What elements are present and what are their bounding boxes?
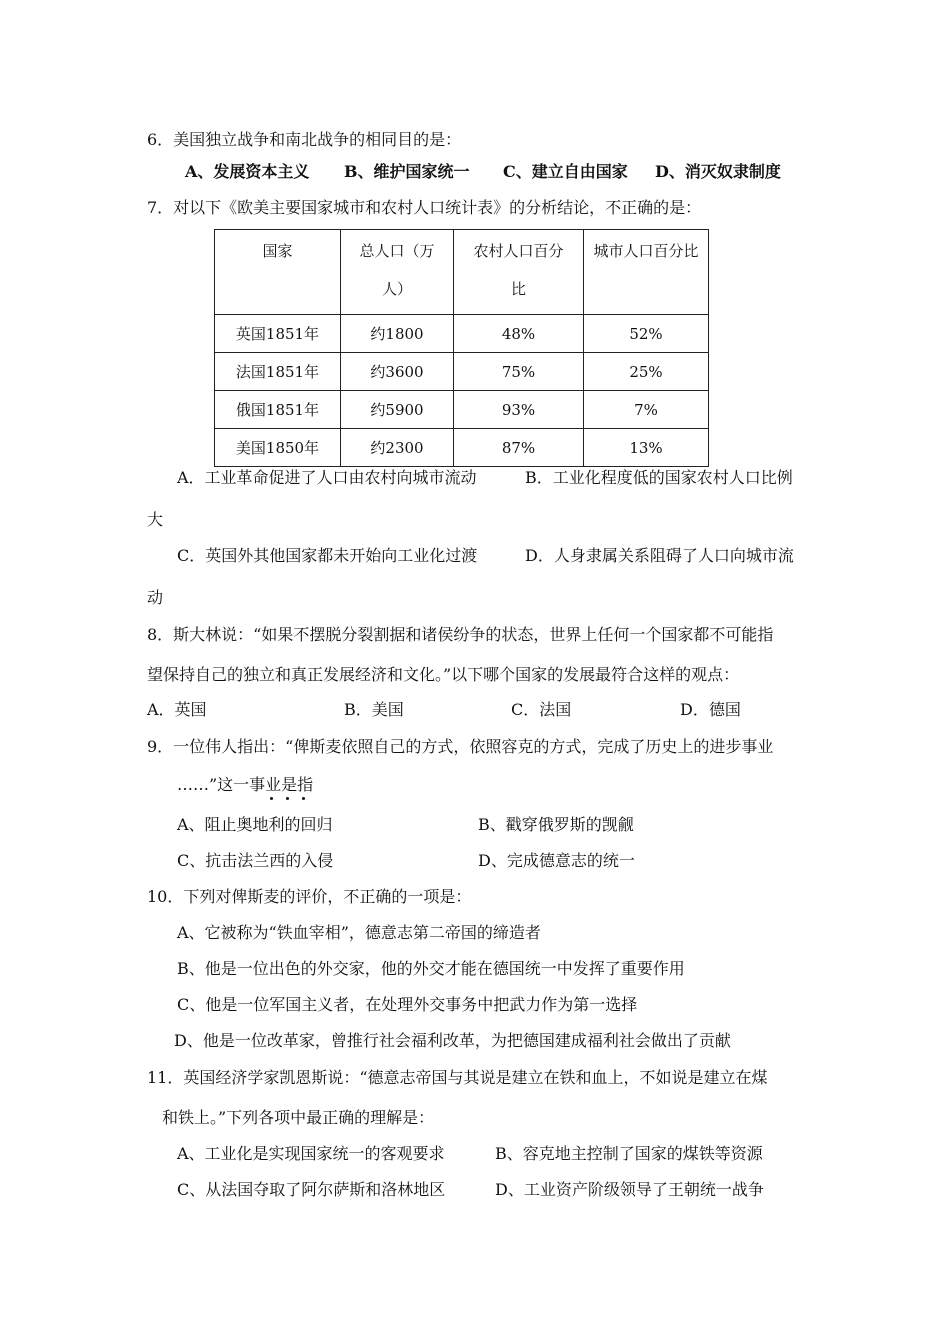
q8-option-d: D．德国 [680,700,741,719]
q11-option-c: C、从法国夺取了阿尔萨斯和洛林地区 [177,1180,446,1199]
table-cell: 约2300 [341,429,454,467]
table-header-row [215,230,709,315]
table-row [215,391,709,429]
q7-option-c: C．英国外其他国家都未开始向工业化过渡 [177,546,478,565]
table-cell: 法国1851年 [215,353,341,391]
table-cell: 93% [454,391,584,429]
q6-option-c: C、建立自由国家 [503,162,628,181]
table-cell: 约3600 [341,353,454,391]
question-11-stem-continued: 和铁上。”下列各项中最正确的理解是： [162,1108,435,1127]
question-9-stem: 9．一位伟人指出：“俾斯麦依照自己的方式，依照容克的方式，完成了历史上的进步事业 [147,737,774,756]
table-cell: 约1800 [341,315,454,353]
q7-option-a: A．工业革命促进了人口由农村向城市流动 [177,468,477,487]
q9-option-a: A、阻止奥地利的回归 [177,815,333,834]
table-cell: 25% [584,353,709,391]
emphasis-dot [270,797,273,800]
q11-option-b: B、容克地主控制了国家的煤铁等资源 [495,1144,763,1163]
q7-option-d-continued: 动 [147,588,164,607]
table-cell: 7% [584,391,709,429]
population-table [214,229,709,467]
q9-option-b: B、戳穿俄罗斯的觊觎 [478,815,634,834]
table-header-cell: 国家 [215,230,341,315]
table-cell: 75% [454,353,584,391]
table-cell: 48% [454,315,584,353]
table-cell: 13% [584,429,709,467]
question-7-stem: 7．对以下《欧美主要国家城市和农村人口统计表》的分析结论，不正确的是： [147,198,702,217]
question-10-stem: 10．下列对俾斯麦的评价，不正确的一项是： [147,887,472,906]
question-8-stem: 8．斯大林说：“如果不摆脱分裂割据和诸侯纷争的状态，世界上任何一个国家都不可能指 [147,625,774,644]
q11-option-a: A、工业化是实现国家统一的客观要求 [177,1144,445,1163]
q10-option-c: C、他是一位军国主义者，在处理外交事务中把武力作为第一选择 [177,995,638,1014]
q8-option-c: C．法国 [511,700,572,719]
table-row [215,315,709,353]
table-row [215,353,709,391]
q10-option-b: B、他是一位出色的外交家，他的外交才能在德国统一中发挥了重要作用 [177,959,685,978]
question-9-stem-continued: ……”这一事业是指 [177,775,314,794]
question-8-stem-continued: 望保持自己的独立和真正发展经济和文化。”以下哪个国家的发展最符合这样的观点： [147,665,740,684]
q6-option-a: A、发展资本主义 [185,162,310,181]
table-cell: 87% [454,429,584,467]
q7-option-d: D．人身隶属关系阻碍了人口向城市流 [525,546,794,565]
q9-option-c: C、抗击法兰西的入侵 [177,851,334,870]
question-11-stem: 11．英国经济学家凯恩斯说：“德意志帝国与其说是建立在铁和血上，不如说是建立在煤 [147,1068,768,1087]
table-header-cell: 农村人口百分比 [454,230,584,315]
q11-option-d: D、工业资产阶级领导了王朝统一战争 [495,1180,764,1199]
emphasis-dot [302,797,305,800]
table-cell: 约5900 [341,391,454,429]
q7-option-b-continued: 大 [147,510,164,529]
table-cell: 俄国1851年 [215,391,341,429]
table-header-cell: 城市人口百分比 [584,230,709,315]
q8-option-a: A．英国 [147,700,207,719]
q10-option-d: D、他是一位改革家，曾推行社会福利改革，为把德国建成福利社会做出了贡献 [174,1031,731,1050]
q7-option-b: B．工业化程度低的国家农村人口比例 [525,468,793,487]
table-row [215,429,709,467]
emphasis-dot [286,797,289,800]
table-cell: 52% [584,315,709,353]
question-6-stem: 6．美国独立战争和南北战争的相同目的是： [147,130,462,149]
table-header-cell: 总人口（万人） [341,230,454,315]
q6-option-d: D、消灭奴隶制度 [655,162,781,181]
q6-option-b: B、维护国家统一 [344,162,470,181]
q8-option-b: B．美国 [344,700,404,719]
table-cell: 美国1850年 [215,429,341,467]
q10-option-a: A、它被称为“铁血宰相”，德意志第二帝国的缔造者 [177,923,541,942]
q9-option-d: D、完成德意志的统一 [478,851,635,870]
table-cell: 英国1851年 [215,315,341,353]
